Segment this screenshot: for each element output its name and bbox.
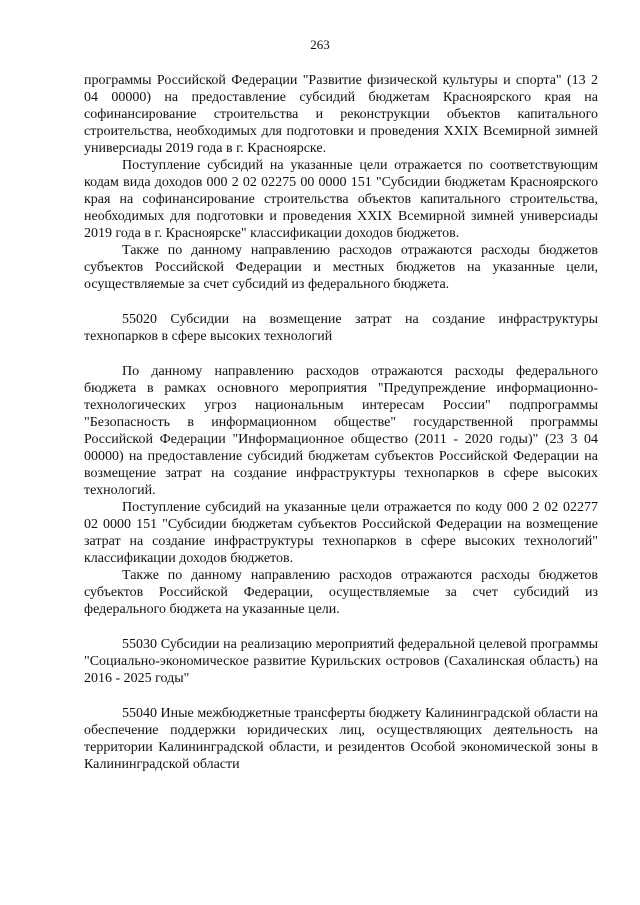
section-heading-55020: 55020 Субсидии на возмещение затрат на создание инфраструктуры технопарков в сфере высоких технологий: [84, 312, 598, 344]
paragraph-subject-expenses: Также по данному направлению расходов отражаются расходы бюджетов субъектов Российской Федерации, осуществляемые за счет субсидий из федерального бюджета на указанные цели.: [84, 568, 598, 617]
section-heading-55030: 55030 Субсидии на реализацию мероприятий федеральной целевой программы "Социально-экономическое развитие Курильских островов (Сахалинская область) на 2016 - 2025 годы": [84, 637, 598, 686]
paragraph-continuation: программы Российской Федерации "Развитие физической культуры и спорта" (13 2 04 00000) на предоставление субсидий бюджетам Красноярского края на софинансирование строительства и реконструкции объектов капитального строительства, необходимых для подготовки и проведения XXIX Всемирной зимней универсиады 2019 года в г. Красноярске.: [84, 73, 598, 156]
paragraph-income-receipt: Поступление субсидий на указанные цели отражается по соответствующим кодам вида доходов 000 2 02 02275 00 0000 151 "Субсидии бюджетам Красноярского края на софинансирование строительства объектов капитального строительства, необходимых для подготовки и проведения XXIX Всемирной зимней универсиады 2019 года в г. Красноярске" классификации доходов бюджетов.: [84, 158, 598, 241]
section-heading-55040: 55040 Иные межбюджетные трансферты бюджету Калининградской области на обеспечение поддержки юридических лиц, осуществляющих деятельность на территории Калининградской области, и резидентов Особой экономической зоны в Калининградской области: [84, 706, 598, 772]
document-body: [84, 72, 598, 773]
paragraph-income-code: Поступление субсидий на указанные цели отражается по коду 000 2 02 02277 02 0000 151 "Субсидии бюджетам субъектов Российской Федерации на возмещение затрат на создание инфраструктуры технопарков в сфере высоких технологий" классификации доходов бюджетов.: [84, 500, 598, 566]
paragraph-regional-expenses: Также по данному направлению расходов отражаются расходы бюджетов субъектов Российской Федерации и местных бюджетов на указанные цели, осуществляемые за счет субсидий из федерального бюджета.: [84, 243, 598, 292]
page-number: 263: [310, 37, 330, 52]
paragraph-federal-expenses: По данному направлению расходов отражаются расходы федерального бюджета в рамках основного мероприятия "Предупреждение информационно-технологических угроз национальным интересам России" подпрограммы "Безопасность в информационном обществе" государственной программы Российской Федерации "Информационное общество (2011 - 2020 годы)" (23 3 04 00000) на предоставление субсидий бюджетам субъектов Российской Федерации на возмещение затрат на создание инфраструктуры технопарков в сфере высоких технологий.: [84, 364, 598, 498]
